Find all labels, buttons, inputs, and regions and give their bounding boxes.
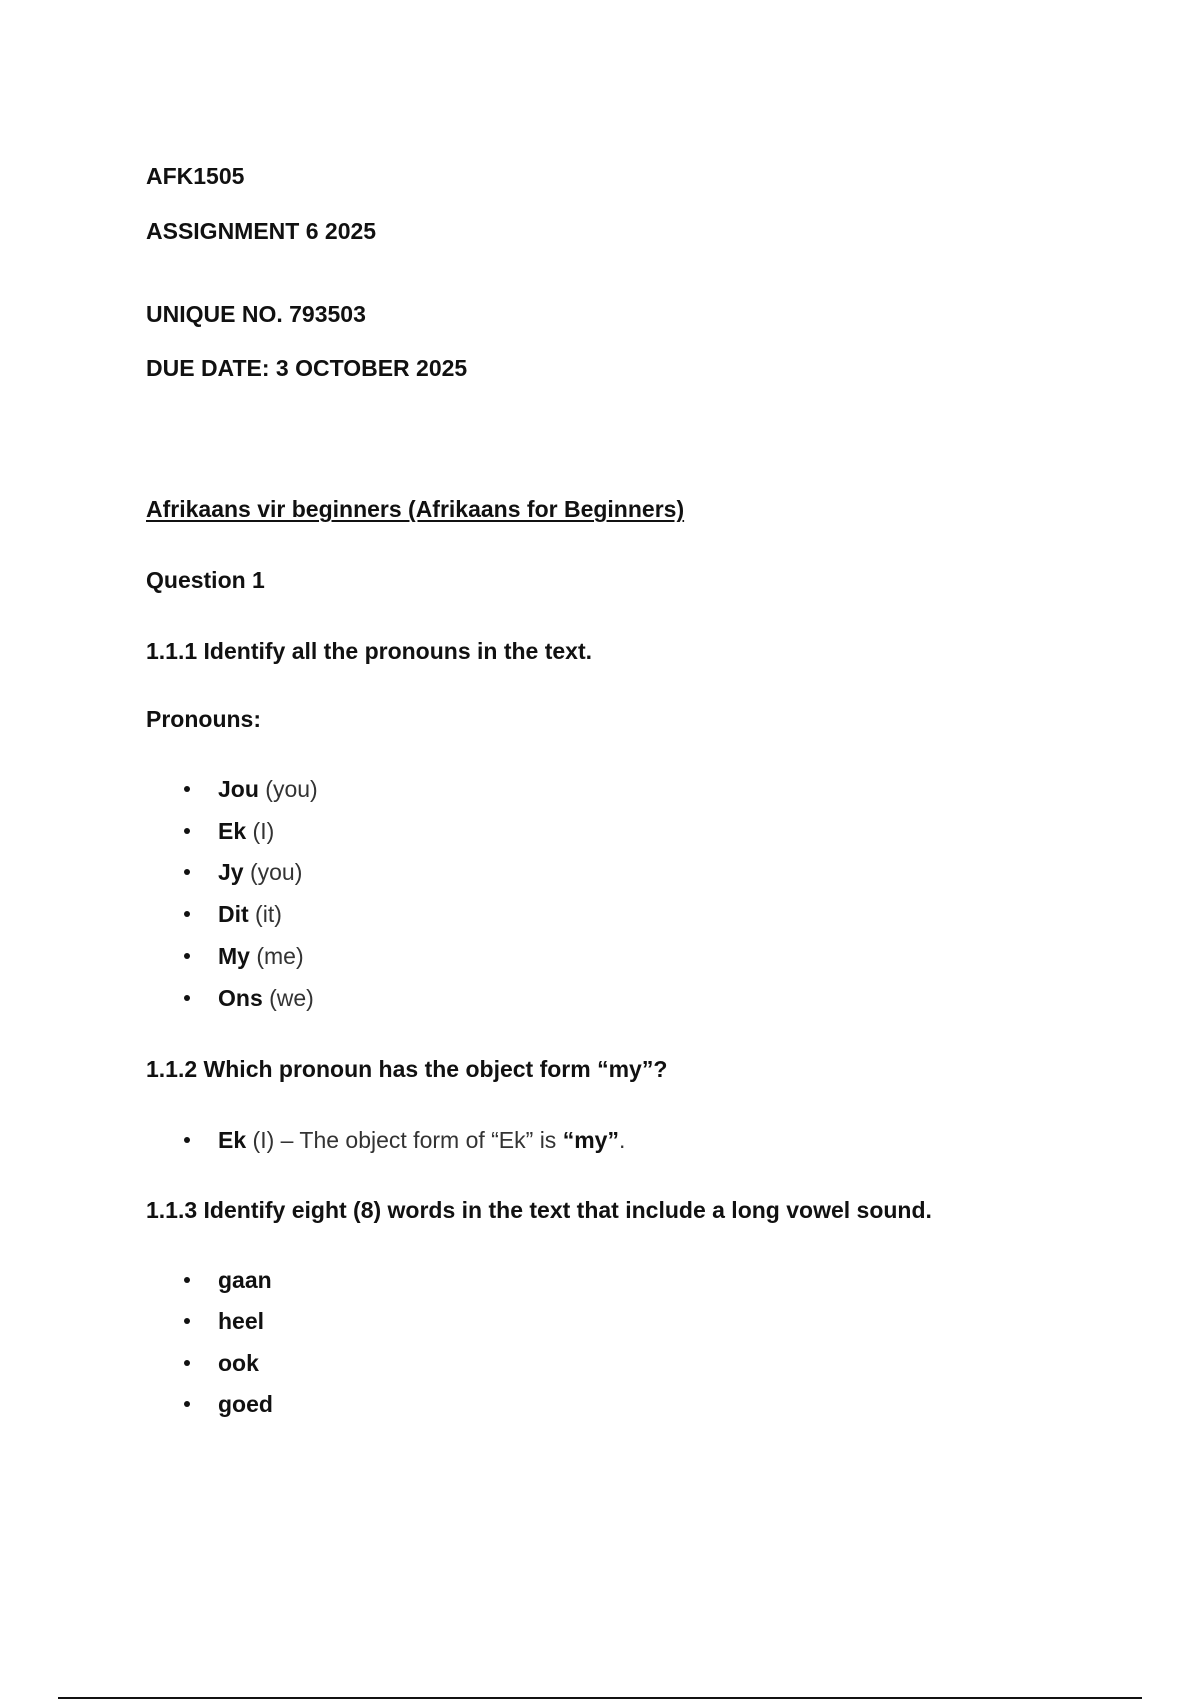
- answer-end: .: [618, 1127, 626, 1153]
- long-vowel-word: gaan: [218, 1267, 272, 1293]
- pronouns-label: Pronouns:: [146, 706, 261, 732]
- pronoun-gloss: (we): [262, 985, 314, 1011]
- question-1-1-3-prompt: 1.1.3 Identify eight (8) words in the text that include a long vowel sound.: [146, 1197, 932, 1223]
- bullet-icon: [184, 911, 190, 917]
- question-title: Question 1: [146, 567, 265, 593]
- long-vowel-word: goed: [218, 1391, 273, 1417]
- footer-divider: [58, 1697, 1142, 1699]
- answer-emphasis: “my”: [562, 1127, 619, 1153]
- pronoun-term: Jou: [218, 776, 259, 802]
- bullet-icon: [184, 1318, 190, 1324]
- unique-number: UNIQUE NO. 793503: [146, 301, 366, 327]
- question-1-1-1-prompt: 1.1.1 Identify all the pronouns in the text.: [146, 638, 593, 664]
- bullet-icon: [184, 786, 190, 792]
- pronoun-gloss: (it): [248, 901, 282, 927]
- long-vowel-word: ook: [218, 1350, 259, 1376]
- question-1-1-2-prompt: 1.1.2 Which pronoun has the object form “my”?: [146, 1056, 668, 1082]
- pronoun-term: My: [218, 943, 250, 969]
- pronoun-gloss: (you): [258, 776, 318, 802]
- module-title: Afrikaans vir beginners (Afrikaans for Beginners): [146, 496, 685, 522]
- pronoun-term: Ek: [218, 818, 247, 844]
- bullet-icon: [184, 869, 190, 875]
- bullet-icon: [184, 995, 190, 1001]
- pronoun-gloss: (me): [249, 943, 304, 969]
- pronoun-term: Dit: [218, 901, 249, 927]
- course-code: AFK1505: [146, 163, 245, 189]
- bullet-icon: [184, 953, 190, 959]
- bullet-icon: [184, 1277, 190, 1283]
- pronoun-term: Jy: [218, 859, 244, 885]
- pronoun-term: Ons: [218, 985, 263, 1011]
- bullet-icon: [184, 1401, 190, 1407]
- answer-gloss: (I) – The object form of “Ek” is: [246, 1127, 563, 1153]
- answer-term: Ek: [218, 1127, 247, 1153]
- pronoun-gloss: (I): [246, 818, 275, 844]
- assignment-title: ASSIGNMENT 6 2025: [146, 218, 377, 244]
- long-vowel-word: heel: [218, 1308, 265, 1334]
- bullet-icon: [184, 828, 190, 834]
- bullet-icon: [184, 1137, 190, 1143]
- bullet-icon: [184, 1360, 190, 1366]
- due-date: DUE DATE: 3 OCTOBER 2025: [146, 355, 468, 381]
- pronoun-gloss: (you): [243, 859, 303, 885]
